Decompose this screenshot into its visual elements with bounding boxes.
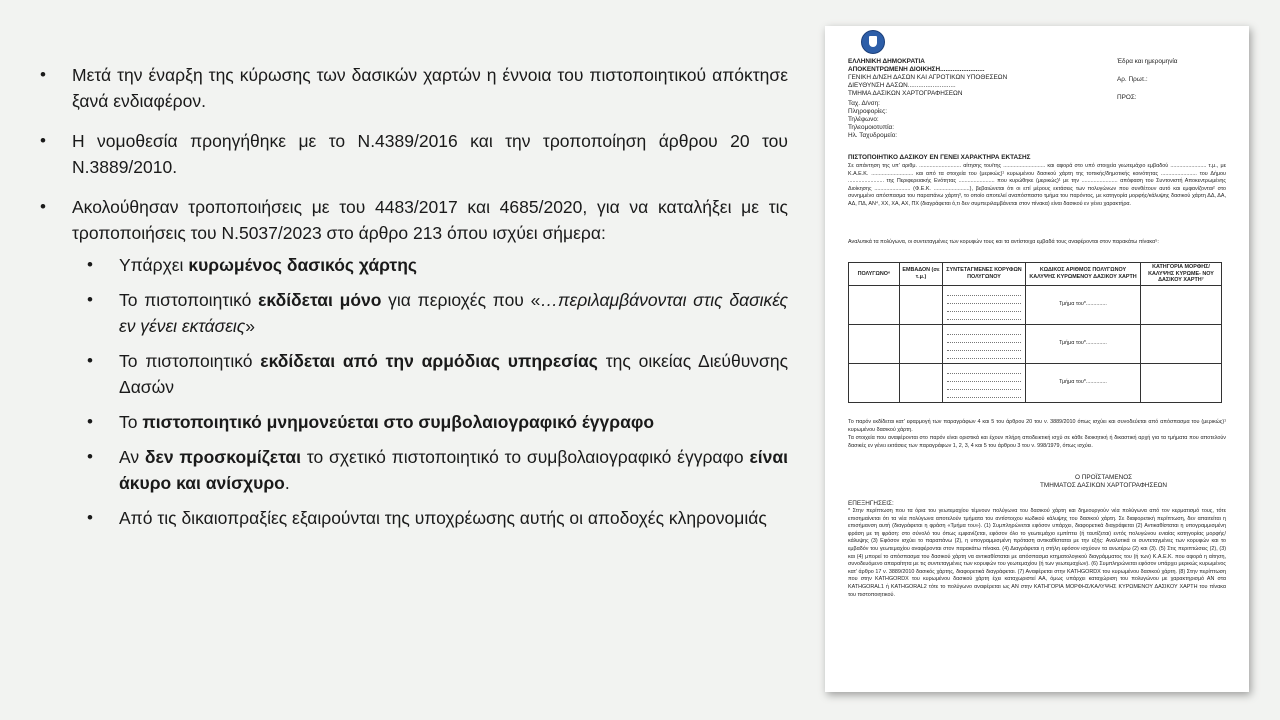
doc-header-line: Ηλ. Ταχυδρομείο: bbox=[848, 132, 898, 139]
sub-bullet-item: • Το πιστοποιητικό μνημονεύεται στο συμβολαιογραφικό έγγραφο bbox=[119, 409, 788, 435]
doc-header-line: Πληροφορίες: bbox=[848, 108, 888, 115]
doc-title: ΠΙΣΤΟΠΟΙΗΤΙΚΟ ΔΑΣΙΚΟΥ ΕΝ ΓΕΝΕΙ ΧΑΡΑΚΤΗΡΑ ΕΚΤΑΣΗΣ bbox=[848, 154, 1031, 161]
sub-bullet-item: • Από τις δικαιοπραξίες εξαιρούνται της υποχρέωσης αυτής οι αποδοχές κληρονομιάς bbox=[119, 505, 788, 531]
sub-bullet-item: • Αν δεν προσκομίζεται το σχετικό πιστοποιητικό το συμβολαιογραφικό έγγραφο είναι άκυρο και ανίσχυρο. bbox=[119, 444, 788, 496]
table-cell: Τμήμα του*.............. bbox=[1026, 324, 1141, 363]
doc-signature-title: Ο ΠΡΟΪΣΤΑΜΕΝΟΣ bbox=[1075, 474, 1133, 481]
table-row bbox=[849, 324, 1222, 363]
sub-bullet-item: • Το πιστοποιητικό εκδίδεται μόνο για περιοχές που «…περιλαμβάνονται στις δασικές εν γένει εκτάσεις» bbox=[119, 287, 788, 339]
doc-after-1: Το παρόν εκδίδεται κατ' εφαρμογή των παραγράφων 4 και 5 του άρθρου 20 του ν. 3889/2010 όπως ισχύει και συνοδεύεται από απόσπασμα του (μερικώς)¹ κυρωμένου δασικού χάρτη. bbox=[848, 419, 1226, 433]
doc-header-line: Ταχ. Δ/νση: bbox=[848, 100, 880, 107]
table-row bbox=[849, 285, 1222, 324]
doc-protocol-label: Αρ. Πρωτ.: bbox=[1117, 76, 1148, 83]
doc-intro: Σε απάντηση της υπ' αριθμ. ............................ αίτησης του/της ............................ και αφορά στο υπό στοιχεία γεωτεμάχιο εμβαδού ........................ τ.μ., με Κ.Α.Ε.Κ. ............................ και από τα στοιχεία του (μερικώς)¹ κυρωμένου δασικού χάρτη της τοπικής/δημοτικής κοινότητας ........................ του Δήμου ........................ της Περιφερειακής Ενότητας ........................ που κυρώθηκε (μερικώς)¹ με την ........................ απόφαση του Συντονιστή Αποκεντρωμένης Διοίκησης ........................ (Φ.Ε.Κ. ........................), βεβαιώνεται ότι οι επί μέρους εκτάσεις των πολυγώνων που συνθέτουν αυτό και εμφανίζονται² στο συνημμένο απόσπασμα του παραπάνω χάρτη³, το οποίο αποτελεί αναπόσπαστο τμήμα του παρόντος, με κατηγορία μορφής/κάλυψης δασικού χάρτη ΔΔ, ΔΑ, ΑΔ, ΠΔ, ΑΝ⁴, ΧΧ, ΧΑ, ΑΧ, ΠΧ (διαγράφεται ό,τι δεν συμπεριλαμβάνεται στον πίνακα) είναι δασικού εν γένει χαρακτήρα. bbox=[848, 163, 1226, 207]
table-header: ΚΑΤΗΓΟΡΙΑ ΜΟΡΦΗΣ/ ΚΑΛΥΨΗΣ ΚΥΡΩΜΕ- ΝΟΥ ΔΑΣΙΚΟΥ ΧΑΡΤΗ⁷ bbox=[1141, 263, 1222, 286]
doc-header-line: Τηλέφωνο: bbox=[848, 116, 879, 123]
doc-header-line: ΕΛΛΗΝΙΚΗ ΔΗΜΟΚΡΑΤΙΑ bbox=[848, 58, 925, 65]
bullet-item: • Μετά την έναρξη της κύρωσης των δασικών χαρτών η έννοια του πιστοποιητικού απόκτησε ξανά ενδιαφέρον. bbox=[38, 62, 788, 114]
doc-header-line: ΔΙΕΥΘΥΝΣΗ ΔΑΣΩΝ........................... bbox=[848, 82, 956, 89]
bullet-list bbox=[38, 62, 788, 540]
doc-intro-2: Αναλυτικά τα πολύγωνα, οι συντεταγμένες των κορυφών τους και τα αντίστοιχα εμβαδά τους αναφέρονται στον παρακάτω πίνακα⁵: bbox=[848, 239, 1159, 245]
sub-bullet-item: • Το πιστοποιητικό εκδίδεται από την αρμόδιας υπηρεσίας της οικείας Διεύθυνσης Δασών bbox=[119, 348, 788, 400]
doc-header-line: ΑΠΟΚΕΝΤΡΩΜΕΝΗ ΔΙΟΙΚΗΣΗ......................... bbox=[848, 66, 985, 73]
doc-to-label: ΠΡΟΣ: bbox=[1117, 94, 1137, 101]
doc-signature-dept: ΤΜΗΜΑΤΟΣ ΔΑΣΙΚΩΝ ΧΑΡΤΟΓΡΑΦΗΣΕΩΝ bbox=[1040, 482, 1168, 489]
sub-bullet-item: • Υπάρχει κυρωμένος δασικός χάρτης bbox=[119, 252, 788, 278]
doc-header-line: ΤΜΗΜΑ ΔΑΣΙΚΩΝ ΧΑΡΤΟΓΡΑΦΗΣΕΩΝ bbox=[848, 90, 963, 97]
table-cell: Τμήμα του*.............. bbox=[1026, 285, 1141, 324]
table-header: ΕΜΒΑΔΟΝ (σε τ.μ.) bbox=[900, 263, 943, 286]
table-header: ΠΟΛΥΓΩΝΟ⁶ bbox=[849, 263, 900, 286]
table-header: ΚΩΔΙΚΟΣ ΑΡΙΘΜΟΣ ΠΟΛΥΓΩΝΟΥ ΚΑΛΥΨΗΣ ΚΥΡΩΜΕΝΟΥ ΔΑΣΙΚΟΥ ΧΑΡΤΗ bbox=[1026, 263, 1141, 286]
doc-header-line: Τηλεομοιοτυπία: bbox=[848, 124, 895, 131]
doc-notes-heading: ΕΠΕΞΗΓΗΣΕΙΣ: bbox=[848, 500, 894, 507]
bullet-item: • Ακολούθησαν τροποποιήσεις με του 4483/2017 και 4685/2020, για να καταλήξει με τις τροποποιήσεις του Ν.5037/2023 στο άρθρο 213 όπου ισχύει σήμερα: bbox=[38, 194, 788, 246]
table-row bbox=[849, 363, 1222, 402]
greek-emblem-icon bbox=[861, 30, 885, 54]
doc-notes: * Στην περίπτωση που τα όρια του γεωτεμαχίου τέμνουν πολύγωνα του δασικού χάρτη και δημιουργούν νέα πολύγωνα από τον κερματισμό τους, τότε επισημαίνεται ότι τα νέα πολύγωνα αποτελούν τμήματα του αντίστοιχου κωδικού κάλυψης του δασικού χάρτη. Σε διαφορετική περίπτωση, δεν απαιτείται η επισήμανση αυτή (διαγράφεται η φράση «Τμήμα του»). (1) Συμπληρώνεται εφόσον υπάρχει, διαφορετικά διαγράφεται (2) Αντικαθίσταται η υπογραμμισμένη φράση με τη φράση: στο σύνολό του όπως εμφανίζεται, εφόσον όλο το γεωτεμάχιο εμπίπτει (ή ταυτίζεται) εντός πολυγώνου ενιαίας κατηγορίας μορφής/κάλυψης (3) Εφόσον ισχύει το παραπάνω (2), η υπογραμμισμένη πρόταση αντικαθίσταται με την εξής: Αναλυτικά οι συντεταγμένες των κορυφών και το εμβαδόν του γεωτεμαχίου αναφέρονται στον παρακάτω πίνακα. (4) Διαγράφεται η στήλη εφόσον ισχύουν τα ανωτέρω (2) και (3). (5) Στις περιπτώσεις (2), (3) και (4) μπορεί το απόσπασμα του δασικού χάρτη να αντικαθίσταται με απόσπασμα κτηματολογικού διαγράμματος του (ή των) Κ.Α.Ε.Κ. που αφορά η αίτηση, συνοδευόμενο απαραίτητα με τις συντεταγμένες των κορυφών του γεωτεμαχίου (ή των γεωτεμαχίων). (6) Συμπληρώνεται εφόσον υπάρχει μερικώς κυρωμένος κατ' άρθρο 17 ν. 3889/2010 δασικός χάρτης, διαφορετικά διαγράφεται. (7) Αναφέρεται στην KATHGORDX του κυρωμένου δασικού χάρτη. (8) Στην περίπτωση που στην KATHGORDX του κυρωμένου δασικού χάρτη έχει καταχωριστεί ΑΑ, όμως υπάρχει καταχώριση του πολυγώνου με χαρακτηρισμό ΑΝ στα KATHGORAL1 ή KATHGORAL2 τότε το πολύγωνο αναφέρεται ως ΑΝ στην ΚΑΤΗΓΟΡΙΑ ΜΟΡΦΗΣ/ΚΑΛΥΨΗΣ ΚΥΡΩΜΕΝΟΥ ΔΑΣΙΚΟΥ ΧΑΡΤΗ του πίνακα του πιστοποιητικού. bbox=[848, 508, 1226, 598]
doc-after-2: Τα στοιχεία που αναφέρονται στο παρόν είναι οριστικά και έχουν πλήρη αποδεικτική ισχύ σε κάθε διοικητική ή δικαστική αρχή για τα τμήματα που αποτελούν δασικές εν γένει εκτάσεις των παραγράφων 1, 2, 3, 4 και 5 του άρθρου 3 του ν. 998/1979, όπως ισχύει. bbox=[848, 435, 1226, 449]
doc-date-label: Έδρα και ημερομηνία bbox=[1117, 58, 1178, 65]
doc-header-line: ΓΕΝΙΚΗ Δ/ΝΣΗ ΔΑΣΩΝ ΚΑΙ ΑΓΡΟΤΙΚΩΝ ΥΠΟΘΕΣΕΩΝ bbox=[848, 74, 1008, 81]
table-header: ΣΥΝΤΕΤΑΓΜΕΝΕΣ ΚΟΡΥΦΩΝ ΠΟΛΥΓΩΝΟΥ bbox=[943, 263, 1026, 286]
certificate-document-image bbox=[825, 26, 1249, 692]
bullet-item: • Η νομοθεσία προηγήθηκε με το Ν.4389/2016 και την τροποποίηση άρθρου 20 του Ν.3889/2010. bbox=[38, 128, 788, 180]
table-cell: Τμήμα του*.............. bbox=[1026, 363, 1141, 402]
polygon-table bbox=[848, 262, 1222, 403]
